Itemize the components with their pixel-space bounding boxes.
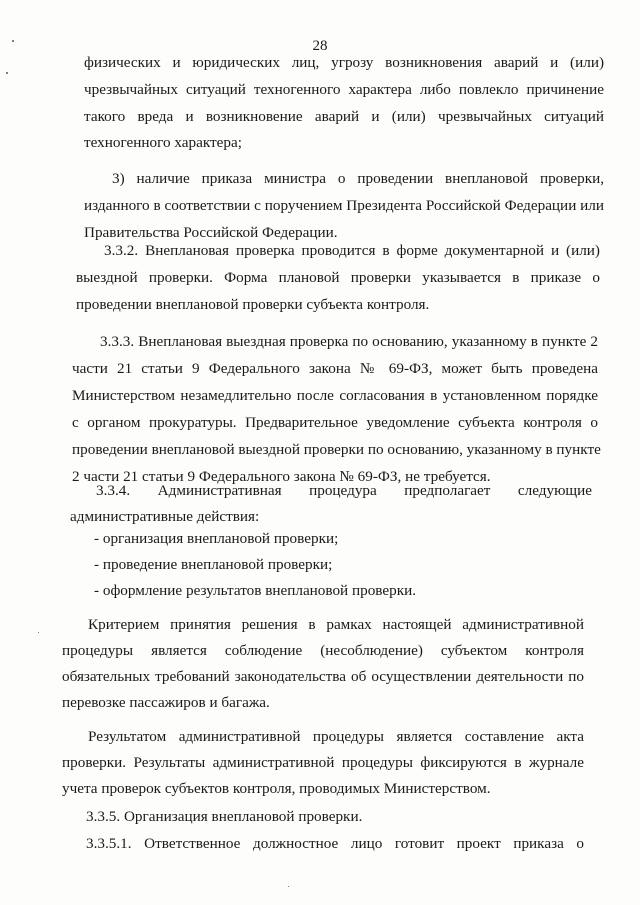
page-number: 28 [312,38,328,54]
text-line: с органом прокуратуры. Предварительное уведомление субъекта контроля о [72,414,598,431]
text-line: административные действия: [70,508,260,525]
text-line: проверки. Результаты административной процедуры фиксируются в журнале [62,754,584,771]
text-line: перевозке пассажиров и багажа. [62,694,270,711]
text-line: проведении внеплановой выездной проверки по основанию, указанному в пункте [72,441,601,458]
text-line: проведении внеплановой проверки субъекта контроля. [76,296,430,313]
text-line: 3.3.3. Внеплановая выездная проверка по основанию, указанному в пункте 2 [100,333,598,350]
text-line: 3.3.5.1. Ответственное должностное лицо готовит проект приказа о [86,835,584,852]
text-line: выездной проверки. Форма плановой проверки указывается в приказе о [76,269,600,286]
text-line: части 21 статьи 9 Федерального закона № 69-ФЗ, может быть проведена [72,360,598,377]
text-line: такого вреда и возникновение аварий и (или) чрезвычайных ситуаций [84,108,604,125]
text-line: 3.3.5. Организация внеплановой проверки. [86,808,363,825]
text-line: чрезвычайных ситуаций техногенного характера либо повлекло причинение [84,81,604,98]
text-line: физических и юридических лиц, угрозу возникновения аварий и (или) [84,54,604,71]
list-item: - организация внеплановой проверки; [94,530,339,547]
scan-speck [6,72,8,74]
text-line: 3.3.4. Административная процедура предполагает следующие [96,482,592,499]
scan-speck [288,886,289,887]
text-line: 3) наличие приказа министра о проведении внеплановой проверки, [112,170,604,187]
text-line: процедуры является соблюдение (несоблюдение) субъектом контроля [62,642,584,659]
text-line: Критерием принятия решения в рамках настоящей административной [88,616,584,633]
text-line: 2 части 21 статьи 9 Федерального закона № 69-ФЗ, не требуется. [72,468,491,485]
text-line: Результатом административной процедуры является составление акта [88,728,584,745]
text-line: техногенного характера; [84,134,242,151]
list-item: - оформление результатов внеплановой проверки. [94,582,417,599]
text-line: учета проверок субъектов контроля, проводимых Министерством. [62,780,491,797]
text-line: изданного в соответствии с поручением Президента Российской Федерации или [84,197,604,214]
scan-speck [12,40,14,42]
text-line: обязательных требований законодательства об осуществлении деятельности по [62,668,584,685]
text-line: Министерством незамедлительно после согласования в установленном порядке [72,387,598,404]
list-item: - проведение внеплановой проверки; [94,556,333,573]
scan-speck [38,632,39,633]
text-line: Правительства Российской Федерации. [84,224,338,241]
text-line: 3.3.2. Внеплановая проверка проводится в форме документарной и (или) [104,242,600,259]
